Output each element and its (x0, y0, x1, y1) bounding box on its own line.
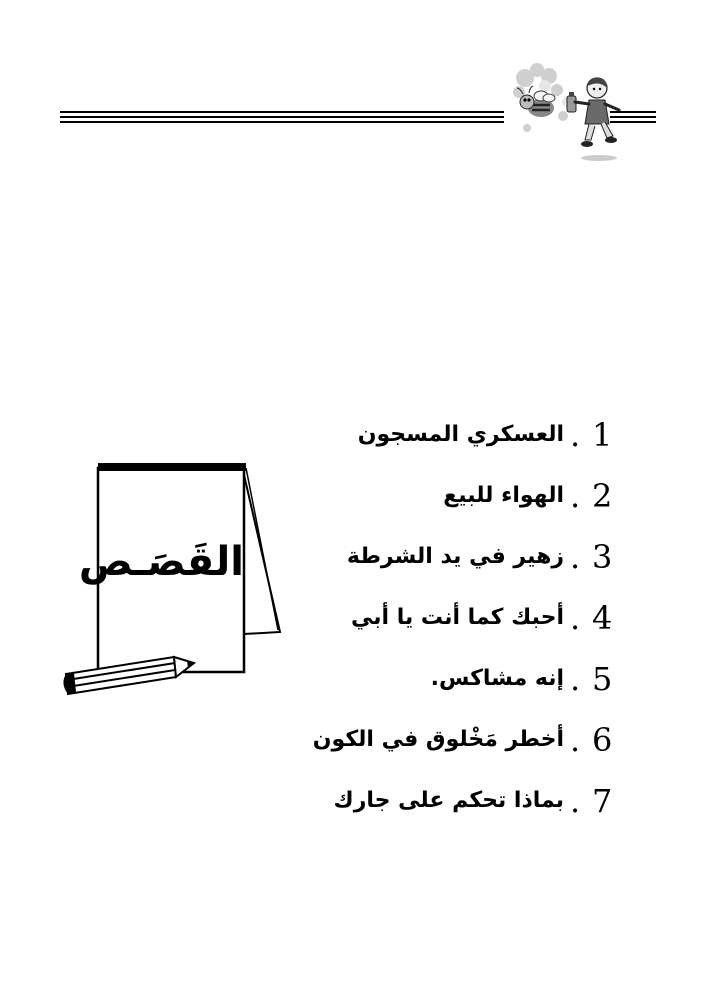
story-number: 1 (592, 415, 613, 454)
list-item (206, 709, 626, 770)
list-item (206, 526, 626, 587)
story-number-dot: . (570, 415, 581, 454)
story-title: أخطر مَخْلوق في الكون (312, 727, 564, 752)
story-number-dot: . (570, 781, 581, 820)
story-number: 2 (592, 476, 613, 515)
notebook-title: القَصَـص (78, 539, 244, 585)
story-title: زهير في يد الشرطة (346, 544, 564, 569)
story-number-dot: . (570, 659, 581, 698)
story-number-dot: . (570, 537, 581, 576)
story-title: بماذا تحكم على جارك (333, 788, 564, 813)
bee-and-boy-illustration (505, 58, 633, 168)
list-item (206, 648, 626, 709)
story-number-dot: . (570, 720, 581, 759)
list-item (206, 770, 626, 831)
list-item (206, 587, 626, 648)
story-title: العسكري المسجون (357, 422, 564, 447)
story-title: أحبك كما أنت يا أبي (351, 605, 564, 630)
header-divider-left (60, 111, 504, 125)
story-number: 4 (592, 598, 613, 637)
list-item (206, 404, 626, 465)
story-title: إنه مشاكس. (430, 666, 564, 691)
story-number: 6 (592, 720, 613, 759)
story-number: 5 (592, 659, 613, 698)
story-number-dot: . (570, 598, 581, 637)
story-title: الهواء للبيع (443, 483, 564, 508)
story-number: 3 (592, 537, 613, 576)
list-item (206, 465, 626, 526)
boy-icon (575, 78, 619, 161)
stories-list (206, 404, 626, 831)
story-number-dot: . (570, 476, 581, 515)
story-number: 7 (592, 781, 613, 820)
